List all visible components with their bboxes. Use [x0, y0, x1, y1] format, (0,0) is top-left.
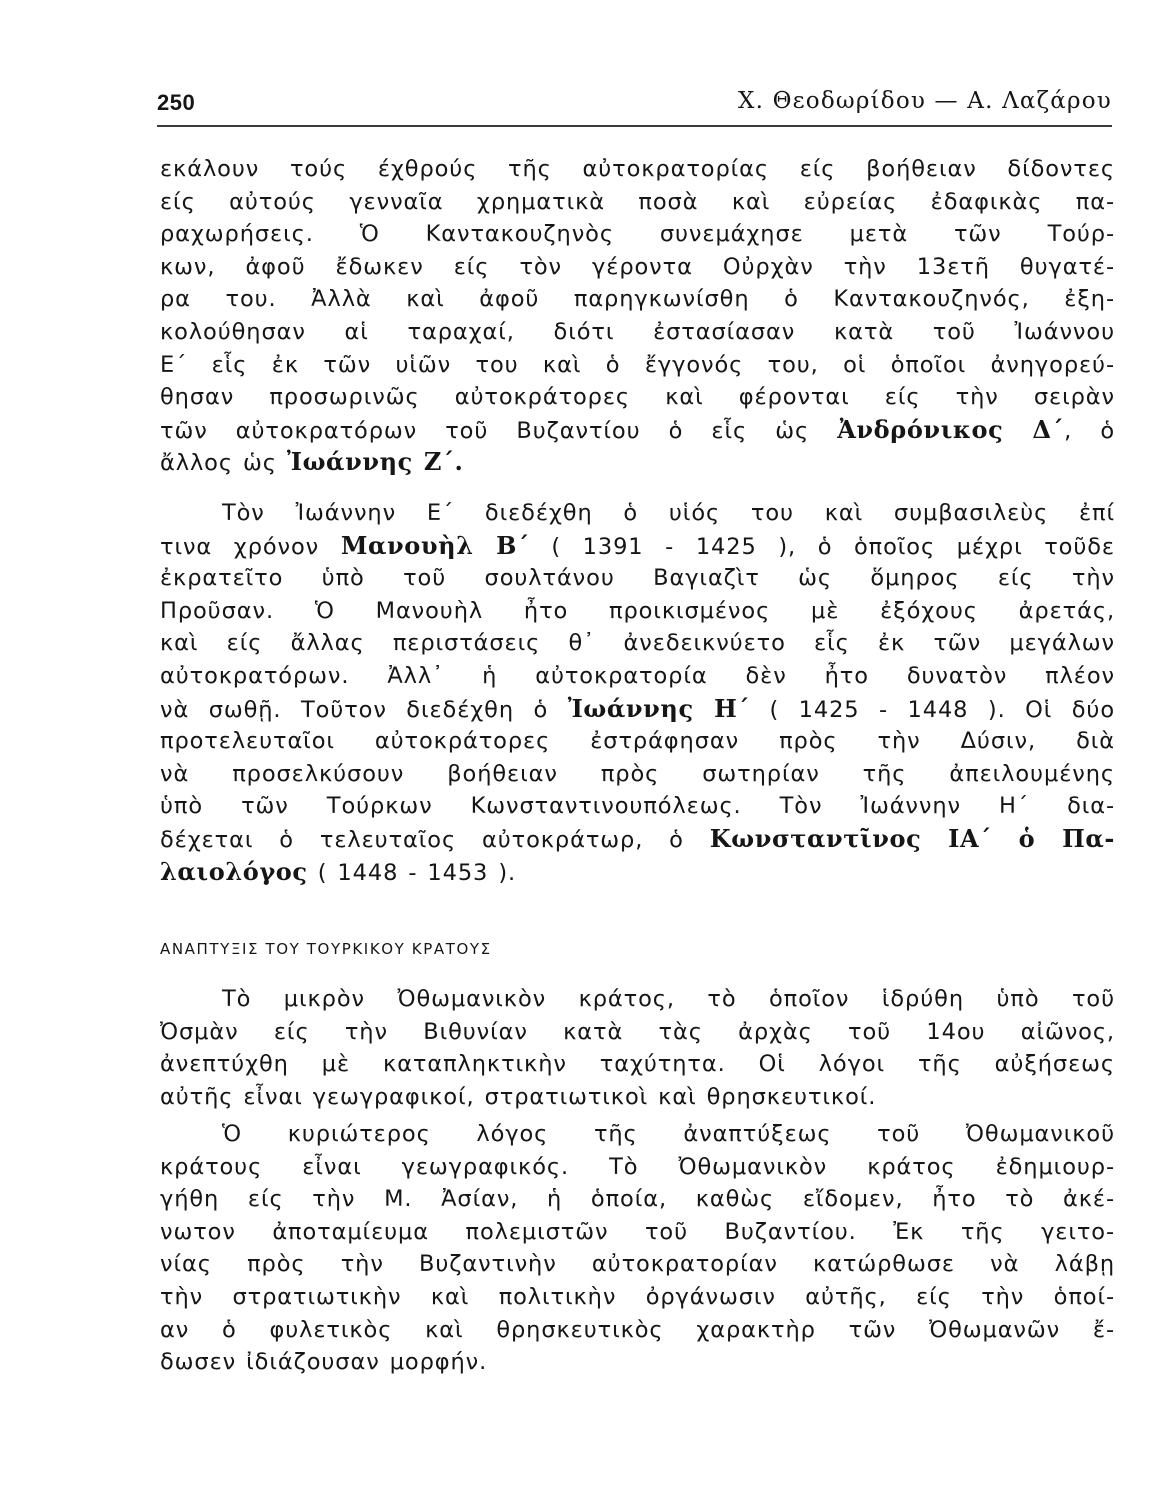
text-line: κων, ἀφοῦ ἔδωκεν είς τὸν γέροντα Οὐρχὰν τὴν 13ετῆ θυγατέ-: [160, 253, 1115, 280]
text-line: [160, 414, 1115, 447]
text-line: νίας πρὸς τὴν Βυζαντινὴν αὐτοκρατορίαν κατώρθωσε νὰ λάβῃ: [160, 1251, 1115, 1278]
text-line: ἐκρατεῖτο ὑπὸ τοῦ σουλτάνου Βαγιαζὶτ ὡς ὅμηρος είς τὴν: [160, 565, 1115, 592]
page-number: 250: [157, 90, 196, 115]
emperor-name-palaiologos: λαιολόγος: [160, 856, 308, 886]
text-line: [160, 693, 1115, 726]
text-line: είς αὐτούς γενναῖα χρηματικὰ ποσὰ καὶ εὐρείας ἐδαφικὰς πα-: [160, 188, 1115, 215]
text-run: ( 1391 - 1425 ), ὁ ὁποῖος μέχρι τοῦδε: [551, 533, 1115, 560]
text-line: Ε΄ εἷς ἐκ τῶν υἱῶν του καὶ ὁ ἔγγονός του, οἱ ὁποῖοι ἀνηγορεύ-: [160, 351, 1115, 378]
running-head: Χ. Θεοδωρίδου — Α. Λαζάρου: [738, 88, 1112, 114]
text-line: αὐτῆς εἶναι γεωγραφικοί, στρατιωτικοὶ καὶ θρησκευτικοί.: [160, 1083, 877, 1110]
header-rule: [157, 125, 1112, 127]
text-line: αὐτοκρατόρων. Ἀλλ᾽ ἡ αὐτοκρατορία δὲν ἦτο δυνατὸν πλέον: [160, 662, 1115, 689]
paragraph-4: [160, 1118, 1115, 1379]
text-line: ὑπὸ τῶν Τούρκων Κωνσταντινουπόλεως. Τὸν Ἰωάννην Η΄ δια-: [160, 793, 1115, 820]
text-line: κολούθησαν αἱ ταραχαί, διότι ἐστασίασαν κατὰ τοῦ Ἰωάννου: [160, 318, 1115, 345]
section-title: ΑΝΑΠΤΥΞΙΣ ΤΟΥ ΤΟΥΡΚΙΚΟΥ ΚΡΑΤΟΥΣ: [160, 940, 492, 958]
paragraph-2: [160, 497, 1115, 888]
text-line: [160, 823, 1115, 856]
text-run: δέχεται ὁ τελευταῖος αὐτοκράτωρ, ὁ: [160, 826, 684, 853]
text-line: εκάλουν τούς έχθρούς τῆς αὐτοκρατορίας είς βοήθειαν δίδοντες: [160, 156, 1115, 182]
text-line: [160, 446, 1115, 479]
text-line: ραχωρήσεις. Ὁ Καντακουζηνὸς συνεμάχησε μετὰ τῶν Τούρ-: [160, 221, 1115, 248]
emperor-name-manouil: Μανουὴλ Β΄: [340, 530, 530, 560]
text-run: τῶν αὐτοκρατόρων τοῦ Βυζαντίου ὁ εἷς ὡς: [160, 417, 810, 444]
text-run: ( 1425 - 1448 ). Οἱ δύο: [769, 696, 1116, 723]
text-run: , ὁ: [1064, 417, 1115, 444]
text-line: ρα του. Ἀλλὰ καὶ ἀφοῦ παρηγκωνίσθη ὁ Καντακουζηνός, ἐξη-: [160, 286, 1115, 313]
paragraph-3: [160, 983, 1115, 1113]
text-line: ἀνεπτύχθη μὲ καταπληκτικὴν ταχύτητα. Οἱ λόγοι τῆς αὐξήσεως: [160, 1051, 1115, 1078]
emperor-name-andronikos: Ἀνδρόνικος Δ΄: [837, 414, 1065, 444]
text-line: καὶ είς ἄλλας περιστάσεις θ᾽ ἀνεδεικνύετο εἷς ἐκ τῶν μεγάλων: [160, 630, 1115, 657]
text-run: ( 1448 - 1453 ).: [317, 859, 517, 886]
text-line: Ὀσμὰν είς τὴν Βιθυνίαν κατὰ τὰς ἀρχὰς τοῦ 14ου αἰῶνος,: [160, 1018, 1115, 1045]
text-line: Τὸν Ἰωάννην Ε΄ διεδέχθη ὁ υἱός του καὶ συμβασιλεὺς ἐπί: [222, 500, 1115, 526]
text-line: νωτον ἀποταμίευμα πολεμιστῶν τοῦ Βυζαντίου. Ἐκ τῆς γειτο-: [160, 1218, 1115, 1245]
text-line: Προῦσαν. Ὁ Μανουὴλ ἦτο προικισμένος μὲ ἐξόχους ἀρετάς,: [160, 597, 1115, 624]
page-header: [157, 86, 1112, 124]
emperor-name-konstantinos: Κωνσταντῖνος ΙΑ΄ ὁ Πα-: [709, 823, 1115, 853]
text-line: Τὸ μικρὸν Ὀθωμανικὸν κράτος, τὸ ὁποῖον ἱδρύθη ὑπὸ τοῦ: [222, 986, 1115, 1012]
emperor-name-ioannis-z: Ἰωάννης Ζ΄.: [286, 447, 464, 477]
text-line: θησαν προσωρινῶς αὐτοκράτορες καὶ φέρονται είς τὴν σειρὰν: [160, 384, 1115, 411]
text-line: δωσεν ἰδιάζουσαν μορφήν.: [160, 1349, 488, 1376]
text-line: προτελευταῖοι αὐτοκράτορες ἐστράφησαν πρὸς τὴν Δύσιν, διὰ: [160, 728, 1115, 755]
text-line: [160, 530, 1115, 563]
text-line: τὴν στρατιωτικὴν καὶ πολιτικὴν ὀργάνωσιν αὐτῆς, είς τὴν ὁποί-: [160, 1283, 1115, 1310]
text-line: νὰ προσελκύσουν βοήθειαν πρὸς σωτηρίαν τῆς ἀπειλουμένης: [160, 760, 1115, 787]
text-line: [160, 856, 1115, 889]
text-line: κράτους εἶναι γεωγραφικός. Τὸ Ὀθωμανικὸν κράτος ἐδημιουρ-: [160, 1153, 1115, 1180]
emperor-name-ioannis-h: Ἰωάννης Η΄: [567, 693, 750, 723]
text-run: νὰ σωθῇ. Τοῦτον διεδέχθη ὁ: [160, 696, 549, 723]
text-line: αν ὁ φυλετικὸς καὶ θρησκευτικὸς χαρακτὴρ τῶν Ὀθωμανῶν ἔ-: [160, 1316, 1115, 1343]
text-run: ἄλλος ὡς: [160, 450, 277, 477]
paragraph-1: [160, 153, 1115, 479]
text-line: Ὁ κυριώτερος λόγος τῆς ἀναπτύξεως τοῦ Ὀθωμανικοῦ: [222, 1121, 1115, 1147]
text-line: γήθη είς τὴν Μ. Ἀσίαν, ἡ ὁποία, καθὼς εἴδομεν, ἦτο τὸ ἀκέ-: [160, 1186, 1115, 1213]
text-run: τινα χρόνον: [160, 533, 320, 560]
